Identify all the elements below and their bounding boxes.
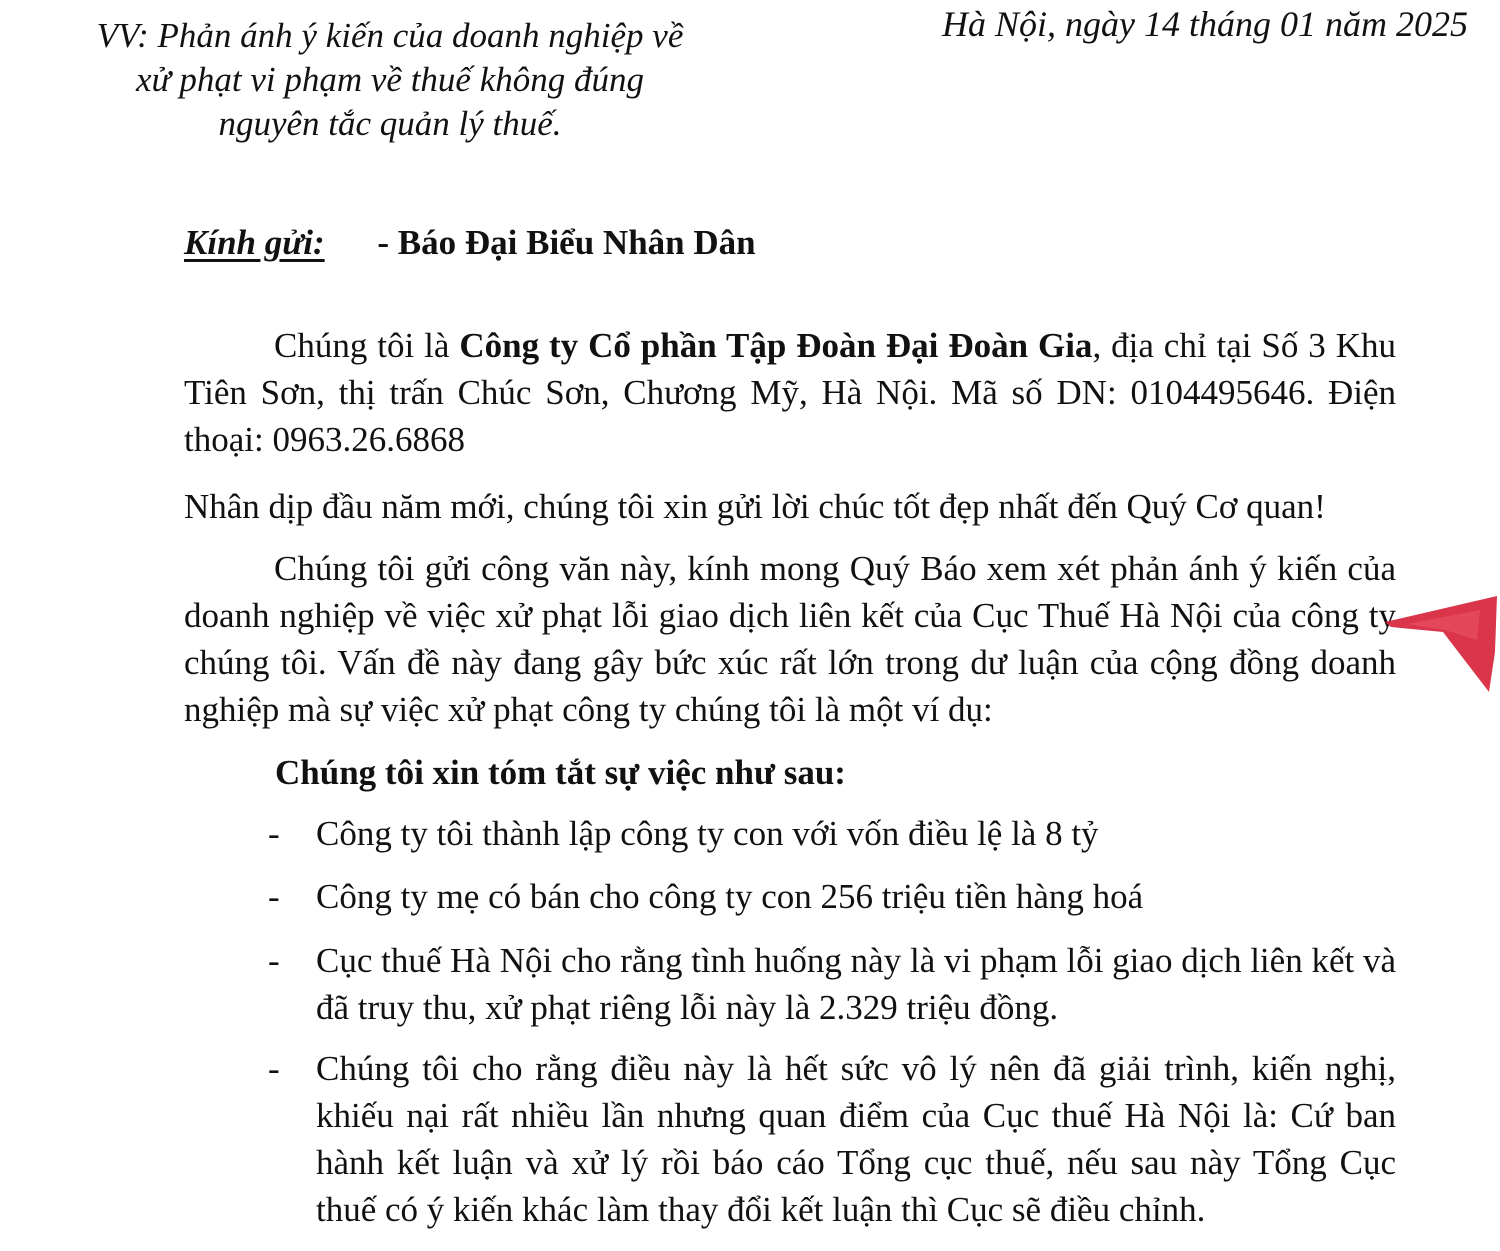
recipient-line (184, 220, 756, 266)
summary-item-4 (268, 1045, 1396, 1233)
summary-item-1 (268, 810, 1396, 857)
company-name: Công ty Cổ phần Tập Đoàn Đại Đoàn Gia (459, 326, 1093, 365)
red-stamp-fragment (1385, 580, 1500, 700)
summary-item-text: Công ty tôi thành lập công ty con với vốn điều lệ là 8 tỷ (316, 814, 1099, 853)
document-date: Hà Nội, ngày 14 tháng 01 năm 2025 (942, 4, 1468, 44)
summary-item-text: Cục thuế Hà Nội cho rằng tình huống này là vi phạm lỗi giao dịch liên kết và đã truy thu, xử phạt riêng lỗi này là 2.329 triệu đồng. (316, 941, 1396, 1027)
subject-line-2: xử phạt vi phạm về thuế không đúng (136, 60, 644, 99)
intro-suffix: , địa chỉ tại Số 3 Khu Tiên Sơn, thị trấn Chúc Sơn, Chương Mỹ, Hà Nội. Mã số DN: 0104495646. Điện thoại: 0963.26.6868 (184, 326, 1396, 459)
bullet-dash: - (268, 941, 280, 980)
summary-item-3 (268, 937, 1396, 1031)
summary-item-2 (268, 873, 1396, 920)
bullet-dash: - (268, 814, 280, 853)
subject-line-3: nguyên tắc quản lý thuế. (218, 104, 562, 143)
intro-prefix: Chúng tôi là (274, 326, 460, 365)
subject-block (60, 14, 720, 146)
subject-line-1: VV: Phản ánh ý kiến của doanh nghiệp về (96, 16, 684, 55)
recipient-name: - Báo Đại Biểu Nhân Dân (377, 223, 756, 262)
recipient-label: Kính gửi: (184, 223, 325, 262)
greeting-paragraph: Nhân dịp đầu năm mới, chúng tôi xin gửi lời chúc tốt đẹp nhất đến Quý Cơ quan! (184, 487, 1326, 526)
bullet-dash: - (268, 1049, 280, 1088)
summary-item-text: Công ty mẹ có bán cho công ty con 256 triệu tiền hàng hoá (316, 877, 1144, 916)
summary-heading: Chúng tôi xin tóm tắt sự việc như sau: (275, 753, 846, 792)
summary-item-text: Chúng tôi cho rằng điều này là hết sức vô lý nên đã giải trình, kiến nghị, khiếu nại rất nhiều lần nhưng quan điểm của Cục thuế Hà Nội là: Cứ ban hành kết luận và xử lý rồi báo cáo Tổng cục thuế, nếu sau này Tổng Cục thuế có ý kiến khác làm thay đổi kết luận thì Cục sẽ điều chỉnh. (316, 1049, 1396, 1229)
intro-paragraph (184, 322, 1396, 463)
purpose-paragraph: Chúng tôi gửi công văn này, kính mong Quý Báo xem xét phản ánh ý kiến của doanh nghiệp về việc xử phạt lỗi giao dịch liên kết của Cục Thuế Hà Nội của công ty chúng tôi. Vấn đề này đang gây bức xúc rất lớn trong dư luận của cộng đồng doanh nghiệp mà sự việc xử phạt công ty chúng tôi là một ví dụ: (184, 549, 1396, 729)
bullet-dash: - (268, 877, 280, 916)
stamp-shape (1385, 596, 1497, 692)
